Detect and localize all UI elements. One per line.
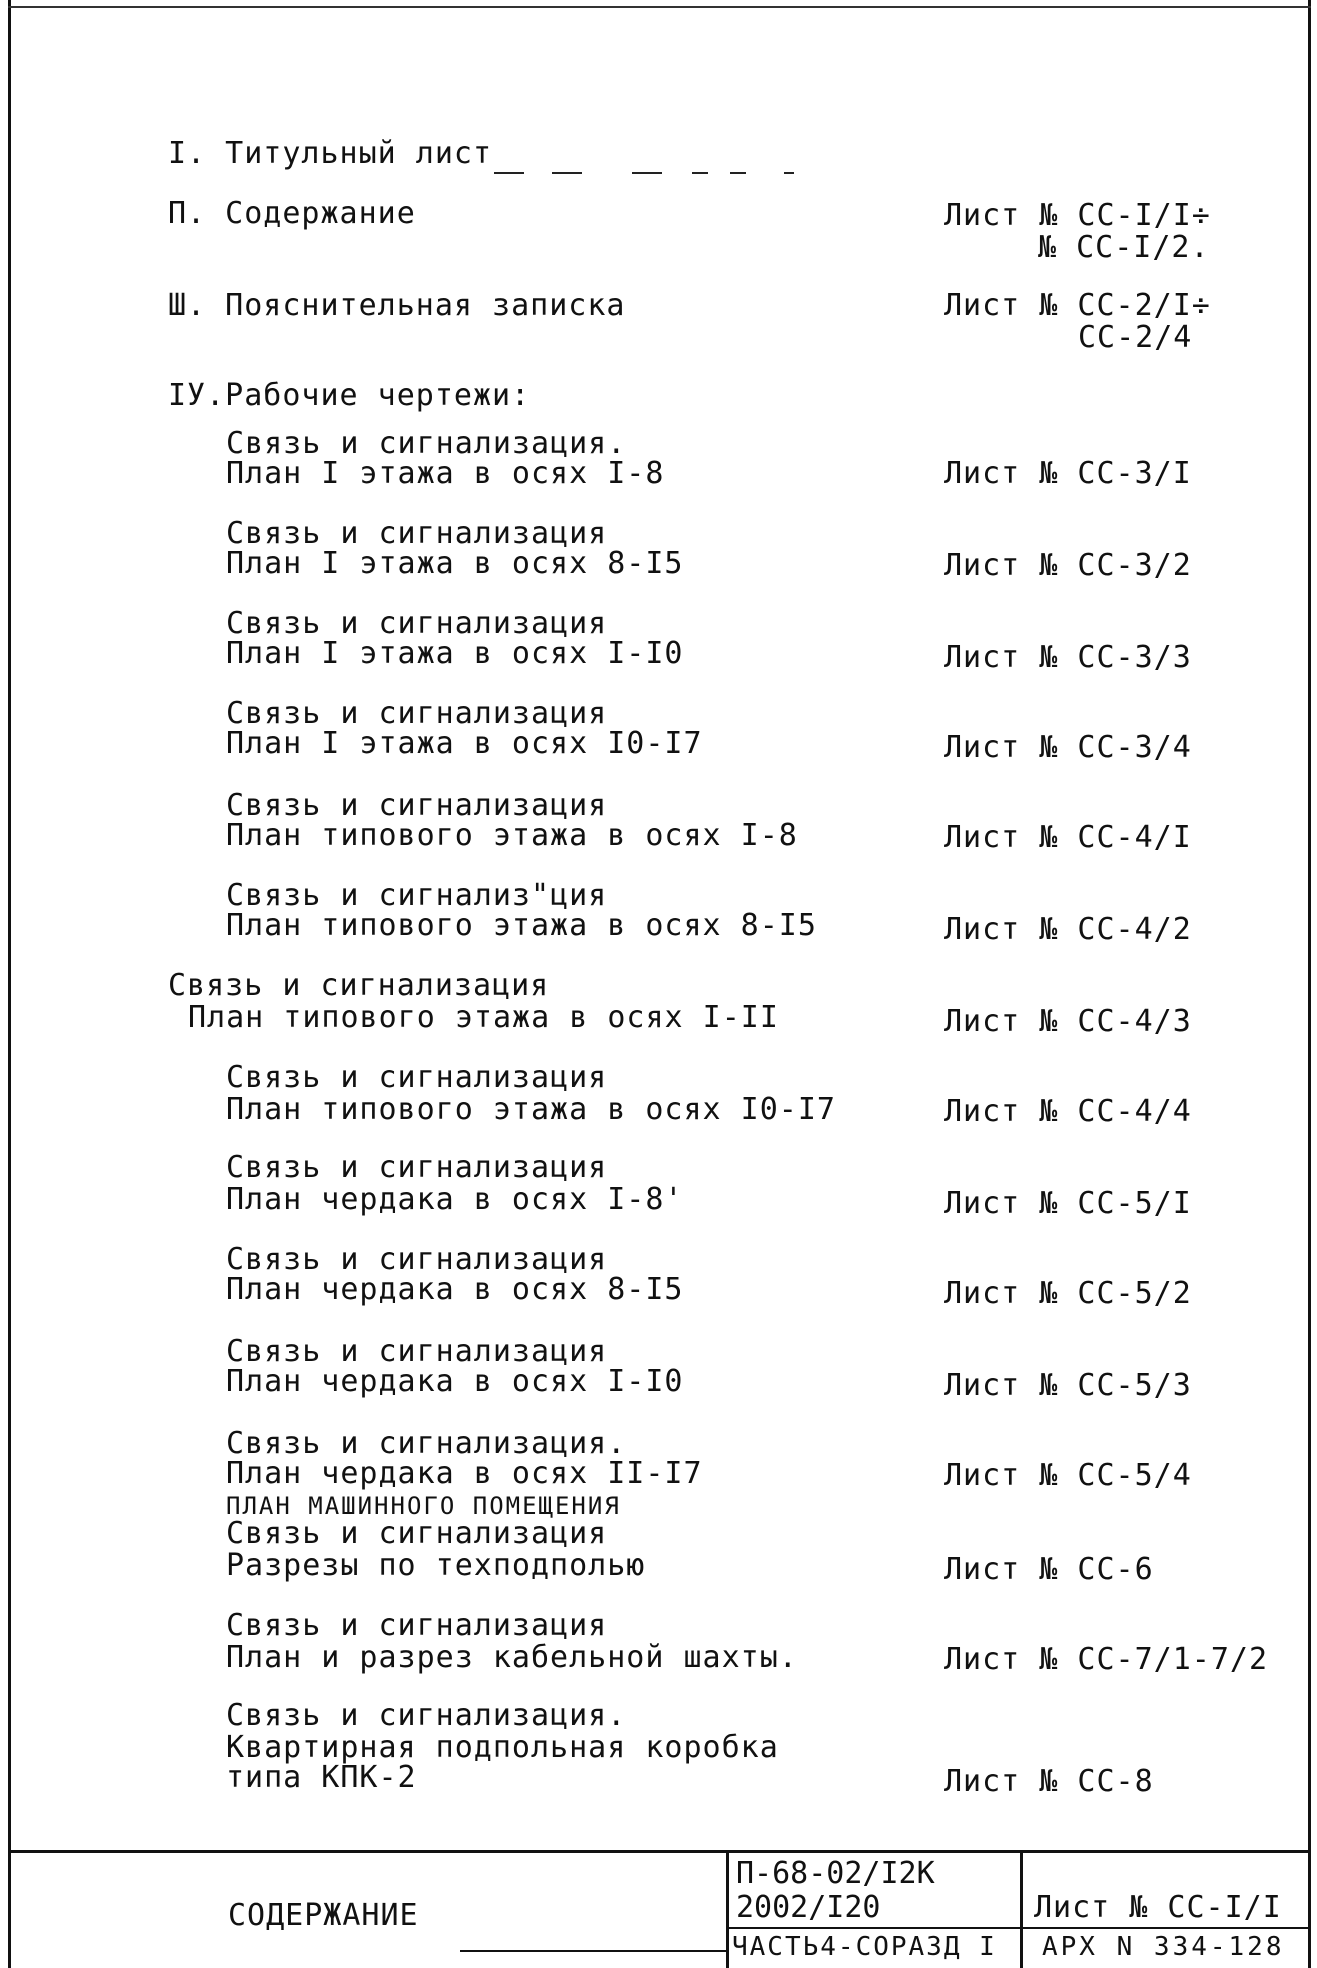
entry-8-ref: Лист № СС-4/4 (944, 1094, 1192, 1129)
entry-10-line1: Связь и сигнализация (226, 1242, 608, 1277)
entry-13-line1: Связь и сигнализация (226, 1516, 608, 1551)
entry-5-line2: План типового этажа в осях I-8 (226, 818, 798, 853)
entry-15-ref: Лист № СС-8 (944, 1764, 1154, 1799)
title-block-divider (726, 1927, 1311, 1929)
title-block-sheet-number: Лист № СС-I/I (1034, 1890, 1282, 1925)
entry-5-ref: Лист № СС-4/I (944, 820, 1192, 855)
entry-15-line3: типа КПК-2 (226, 1760, 417, 1795)
entry-12-line1: Связь и сигнализация. (226, 1426, 627, 1461)
entry-7-line1: Связь и сигнализация (168, 968, 550, 1003)
entry-15-line2: Квартирная подпольная коробка (226, 1730, 779, 1765)
entry-11-line1: Связь и сигнализация (226, 1334, 608, 1369)
leader-dash (494, 172, 524, 174)
entry-15-line1: Связь и сигнализация. (226, 1698, 627, 1733)
leader-dash (692, 172, 708, 174)
entry-10-ref: Лист № СС-5/2 (944, 1276, 1192, 1311)
entry-4-line2: План I этажа в осях I0-I7 (226, 726, 703, 761)
entry-9-ref: Лист № СС-5/I (944, 1186, 1192, 1221)
entry-14-line2: План и разрез кабельной шахты. (226, 1640, 798, 1675)
entry-12-ref: Лист № СС-5/4 (944, 1458, 1192, 1493)
title-block-code-1: П-68-02/I2К (736, 1856, 935, 1891)
title-block-divider (1020, 1850, 1023, 1968)
section-contents: П. Содержание (168, 196, 416, 231)
entry-4-ref: Лист № СС-3/4 (944, 730, 1192, 765)
entry-1-line1: Связь и сигнализация. (226, 426, 627, 461)
entry-3-line2: План I этажа в осях I-I0 (226, 636, 684, 671)
title-block-divider (460, 1950, 728, 1952)
entry-3-line1: Связь и сигнализация (226, 606, 608, 641)
entry-2-ref: Лист № СС-3/2 (944, 548, 1192, 583)
entry-1-ref: Лист № СС-3/I (944, 456, 1192, 491)
entry-8-line2: План типового этажа в осях I0-I7 (226, 1092, 836, 1127)
frame-top-border (8, 6, 1311, 8)
entry-12-line3: ПЛАН МАШИННОГО ПОМЕЩЕНИЯ (226, 1492, 621, 1520)
section-working-drawings: IУ.Рабочие чертежи: (168, 378, 531, 413)
leader-dash (552, 172, 582, 174)
explanatory-sheet-ref: Лист № СС-2/I÷ (944, 288, 1211, 323)
entry-11-ref: Лист № СС-5/3 (944, 1368, 1192, 1403)
entry-9-line1: Связь и сигнализация (226, 1150, 608, 1185)
section-title-sheet: I. Титульный лист (168, 136, 493, 171)
entry-8-line1: Связь и сигнализация (226, 1060, 608, 1095)
entry-10-line2: План чердака в осях 8-I5 (226, 1272, 684, 1307)
entry-12-line2: План чердака в осях II-I7 (226, 1456, 703, 1491)
leader-dash (632, 172, 662, 174)
entry-1-line2: План I этажа в осях I-8 (226, 456, 665, 491)
entry-14-ref: Лист № СС-7/1-7/2 (944, 1642, 1269, 1677)
entry-4-line1: Связь и сигнализация (226, 696, 608, 731)
title-block-name: СОДЕРЖАНИЕ (228, 1898, 419, 1933)
entry-2-line1: Связь и сигнализация (226, 516, 608, 551)
leader-dash (730, 172, 746, 174)
title-block-top-border (8, 1850, 1311, 1853)
entry-7-line2: План типового этажа в осях I-II (188, 1000, 779, 1035)
title-block-part: ЧАСТЬ4-СОРАЗД I (732, 1932, 997, 1962)
entry-5-line1: Связь и сигнализация (226, 788, 608, 823)
title-block-archive: АРХ N 334-128 (1042, 1932, 1285, 1962)
frame-right-border (1308, 0, 1311, 1968)
entry-13-ref: Лист № СС-6 (944, 1552, 1154, 1587)
section-explanatory-note: Ш. Пояснительная записка (168, 288, 626, 323)
entry-11-line2: План чердака в осях I-I0 (226, 1364, 684, 1399)
frame-left-border (8, 0, 11, 1968)
entry-9-line2: План чердака в осях I-8' (226, 1182, 684, 1217)
entry-2-line2: План I этажа в осях 8-I5 (226, 546, 684, 581)
entry-3-ref: Лист № СС-3/3 (944, 640, 1192, 675)
explanatory-sheet-ref-2: СС-2/4 (1078, 320, 1193, 355)
title-block-code-2: 2002/I20 (736, 1890, 881, 1925)
entry-6-ref: Лист № СС-4/2 (944, 912, 1192, 947)
entry-7-ref: Лист № СС-4/3 (944, 1004, 1192, 1039)
entry-6-line2: План типового этажа в осях 8-I5 (226, 908, 817, 943)
entry-6-line1: Связь и сигнализ"ция (226, 878, 608, 913)
entry-13-line2: Разрезы по техподполью (226, 1548, 646, 1583)
entry-14-line1: Связь и сигнализация (226, 1608, 608, 1643)
contents-sheet-ref-2: № СС-I/2. (1038, 230, 1210, 265)
leader-dash (784, 172, 794, 174)
contents-sheet-ref: Лист № СС-I/I÷ (944, 198, 1211, 233)
